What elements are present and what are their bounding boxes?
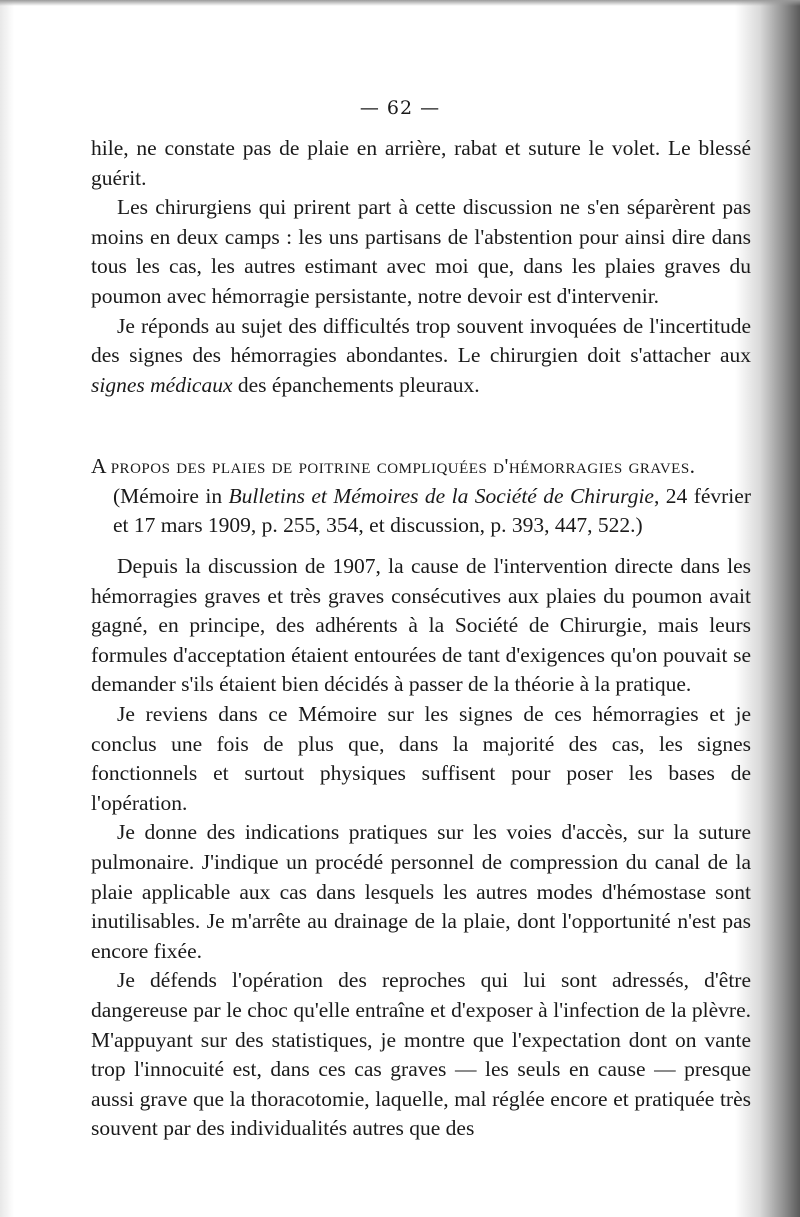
reference-before: (Mémoire in [113,483,229,508]
p3-italic-phrase: signes médicaux [91,372,233,397]
reference-after: , 24 février et 17 mars 1909, p. 255, 354, et discussion, p. 393, 447, 522.) [113,483,751,538]
p3-text-before: Je réponds au sujet des difficultés trop souvent invoquées de l'incertitude des signes des hémorragies abondantes. Le chirurgien doit s'attacher aux [91,313,751,368]
paragraph-continuation: hile, ne constate pas de plaie en arrière, rabat et suture le volet. Le blessé guérit. [91,136,751,190]
section-heading [91,452,751,541]
heading-title-first-letter: A [91,454,106,478]
heading-reference [113,482,751,541]
p3-text-after: des épanchements pleuraux. [232,372,480,397]
paragraph-discussion-camps: Les chirurgiens qui prirent part à cette discussion ne s'en séparèrent pas moins en deux camps : les uns partisans de l'abstention pour ainsi dire dans tous les cas, les autres estimant avec moi que, dans les plaies graves du poumon avec hémorragie persistante, notre devoir est d'intervenir. [91,195,751,308]
reference-journal: Bulletins et Mémoires de la Société de Chirurgie [228,483,654,508]
heading-title: propos des plaies de poitrine compliquées d'hémorragies graves. [110,454,696,478]
paragraph-since-1907: Depuis la discussion de 1907, la cause de l'intervention directe dans les hémorragies graves et très graves consécutives aux plaies du poumon avait gagné, en principe, des adhérents à la Société de Chirurgie, mais leurs formules d'acceptation étaient entourées de tant d'exigences qu'on pouvait se demander s'ils étaient bien décidés à passer de la théorie à la pratique. [91,554,751,697]
page-number: — 62 — [359,97,441,119]
text-block-bottom [91,552,751,1144]
paragraph-medical-signs [91,312,751,401]
paragraph-signs: Je reviens dans ce Mémoire sur les signes de ces hémorragies et je conclus une fois de plus que, dans la majorité des cas, les signes fonctionnels et surtout physiques suffisent pour poser les bases de l'opération. [91,701,751,815]
paragraph-defense: Je défends l'opération des reproches qui lui sont adressés, d'être dangereuse par le choc qu'elle entraîne et d'exposer à l'infection de la plèvre. M'appuyant sur des statistiques, je montre que l'expectation dont on vante trop l'innocuité est, dans ces cas graves — les seuls en cause — presque aussi grave que la thoracotomie, laquelle, mal réglée encore et pratiquée très souvent par des individualités autres que des [91,968,751,1141]
paragraph-indications: Je donne des indications pratiques sur les voies d'accès, sur la suture pulmonaire. J'indique un procédé personnel de compression du canal de la plaie applicable aux cas dans lesquels les autres modes d'hémostase sont inutilisables. Je m'arrête au drainage de la plaie, dont l'opportunité n'est pas encore fixée. [91,820,751,963]
text-block-top [91,134,751,400]
scan-edge-shadow [0,0,800,6]
